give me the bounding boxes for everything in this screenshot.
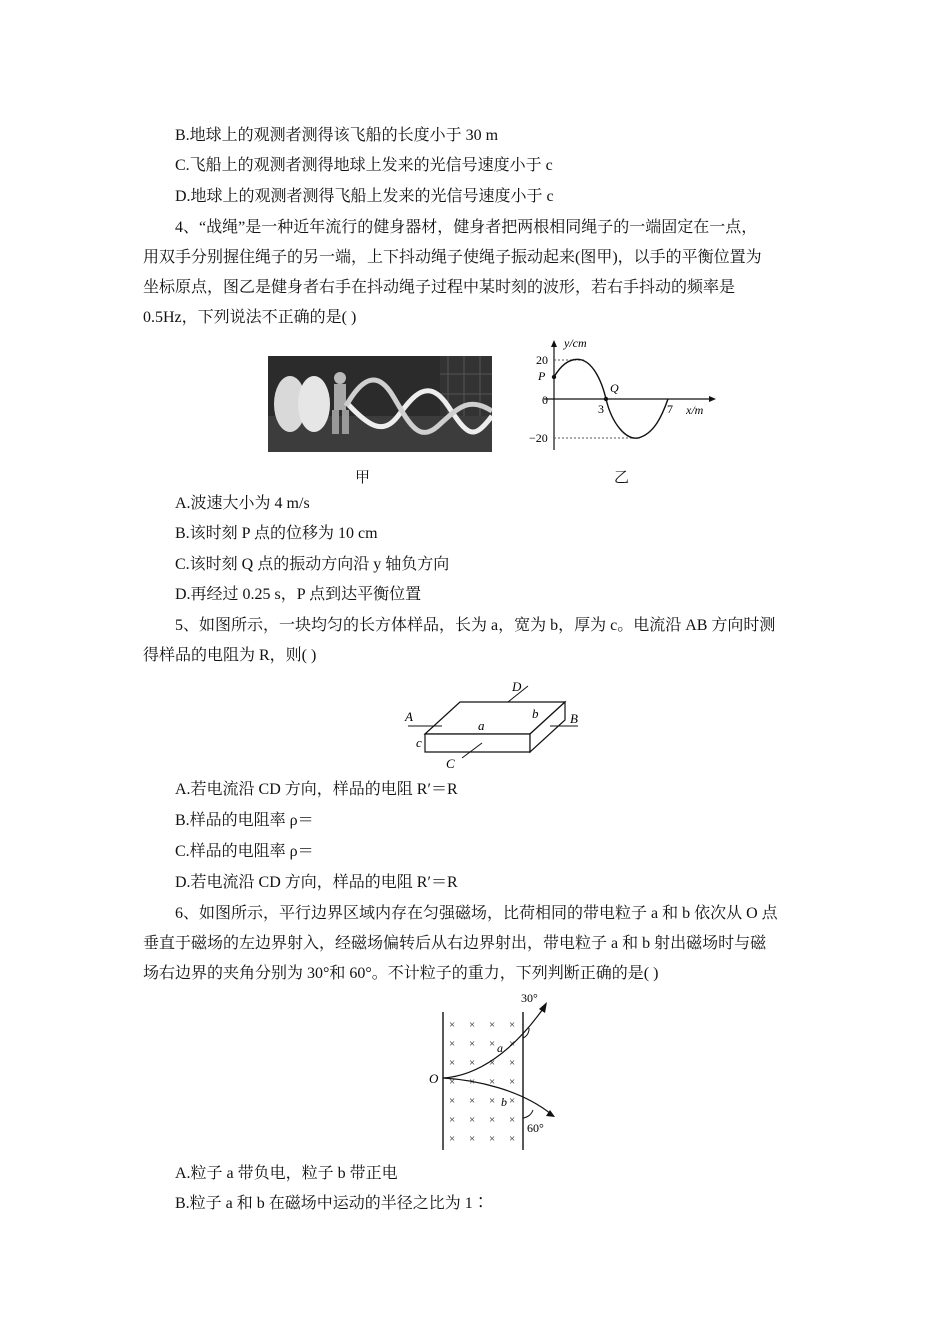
angle-60-label: 60° [527,1121,544,1135]
label-q: Q [610,381,619,395]
q6-option-a: A.粒子 a 带负电，粒子 b 带正电 [175,1165,398,1182]
x-axis-label: x/m [686,403,704,417]
q5-option-a: A.若电流沿 CD 方向，样品的电阻 R′＝R [175,781,458,798]
field-cross: × [509,1019,516,1031]
field-cross: × [509,1076,516,1088]
field-cross: × [509,1133,516,1145]
q3-option-d: D.地球上的观测者测得飞船上发来的光信号速度小于 c [175,188,554,205]
label-c-thickness: c [416,735,422,750]
q4-option-a: A.波速大小为 4 m/s [175,495,310,512]
particle-a-label: a [497,1041,503,1055]
magnetic-field-figure [425,990,565,1150]
q5-stem-line-1: 5、如图所示，一块均匀的长方体样品，长为 a，宽为 b，厚为 c。电流沿 AB 方向时测 [175,617,776,634]
field-cross: × [449,1057,456,1069]
q4-stem-line-3: 坐标原点，图乙是健身者右手在抖动绳子过程中某时刻的波形，若右手抖动的频率是 [143,279,736,296]
field-cross: × [469,1095,476,1107]
q6-stem-line-2: 垂直于磁场的左边界射入，经磁场偏转后从右边界射出，带电粒子 a 和 b 射出磁场时与磁 [143,935,767,952]
field-cross: × [469,1057,476,1069]
field-cross: × [449,1076,456,1088]
trajectory-b [443,1078,551,1114]
battle-rope-photo [268,356,492,452]
point-p [552,375,556,379]
label-B: B [570,711,578,726]
figure-caption-yi: 乙 [614,470,630,486]
field-cross: × [509,1038,516,1050]
q5-option-b: B.样品的电阻率 ρ＝ [175,812,314,829]
field-cross: × [449,1038,456,1050]
field-cross: × [489,1019,496,1031]
q4-option-c: C.该时刻 Q 点的振动方向沿 y 轴负方向 [175,556,450,573]
field-cross: × [489,1133,496,1145]
x-tick-3: 3 [598,402,604,416]
field-cross: × [489,1095,496,1107]
q4-stem-line-2: 用双手分别握住绳子的另一端，上下抖动绳子使绳子振动起来(图甲)，以手的平衡位置为 [143,249,762,266]
label-b-width: b [532,706,539,721]
y-tick-neg20: −20 [529,431,548,445]
q6-option-b: B.粒子 a 和 b 在磁场中运动的半径之比为 1∶ [175,1195,489,1212]
field-cross: × [489,1076,496,1088]
y-axis-arrow-icon [551,340,557,347]
q4-stem-line-1: 4、“战绳”是一种近年流行的健身器材，健身者把两根相同绳子的一端固定在一点， [175,219,758,236]
angle-30-label: 30° [521,991,538,1005]
field-cross: × [509,1095,516,1107]
label-C: C [446,756,455,771]
label-a-length: a [478,718,485,733]
arrow-a-icon [539,1002,547,1013]
label-p: P [538,369,546,383]
figure-caption-jia: 甲 [355,470,371,486]
q6-stem-line-3: 场右边界的夹角分别为 30°和 60°。不计粒子的重力，下列判断正确的是( ) [143,965,659,982]
field-crosses [449,1019,515,1145]
y-axis-label: y/cm [564,336,587,350]
q4-option-b: B.该时刻 P 点的位移为 10 cm [175,525,378,542]
angle-arc-60 [523,1110,533,1118]
q4-stem-line-4: 0.5Hz，下列说法不正确的是( ) [143,309,357,326]
y-tick-0: 0 [542,393,548,407]
field-cross: × [469,1019,476,1031]
field-cross: × [489,1038,496,1050]
point-q [604,397,608,401]
q5-option-d: D.若电流沿 CD 方向，样品的电阻 R′＝R [175,874,458,891]
field-cross: × [449,1114,456,1126]
y-tick-20: 20 [536,353,548,367]
field-cross: × [449,1095,456,1107]
field-cross: × [449,1019,456,1031]
field-cross: × [489,1057,496,1069]
particle-b-label: b [501,1095,507,1109]
x-axis-arrow-icon [709,396,716,402]
field-cross: × [489,1114,496,1126]
q4-option-d: D.再经过 0.25 s，P 点到达平衡位置 [175,586,422,603]
wave-graph [526,334,726,454]
q3-option-c: C.飞船上的观测者测得地球上发来的光信号速度小于 c [175,157,553,174]
field-cross: × [469,1133,476,1145]
label-D: D [512,679,522,694]
x-tick-7: 7 [667,402,673,416]
field-cross: × [449,1133,456,1145]
field-cross: × [469,1076,476,1088]
q6-stem-line-1: 6、如图所示，平行边界区域内存在匀强磁场，比荷相同的带电粒子 a 和 b 依次从 O 点 [175,905,778,922]
block-figure [400,676,590,772]
q5-stem-line-2: 得样品的电阻为 R，则( ) [143,647,317,664]
q3-option-b: B.地球上的观测者测得该飞船的长度小于 30 m [175,127,499,144]
label-A: A [405,709,413,724]
field-cross: × [509,1114,516,1126]
origin-o-label: O [429,1071,439,1086]
field-cross: × [469,1038,476,1050]
q5-option-c: C.样品的电阻率 ρ＝ [175,843,314,860]
field-cross: × [469,1114,476,1126]
field-cross: × [509,1057,516,1069]
block-front-face [425,734,530,752]
